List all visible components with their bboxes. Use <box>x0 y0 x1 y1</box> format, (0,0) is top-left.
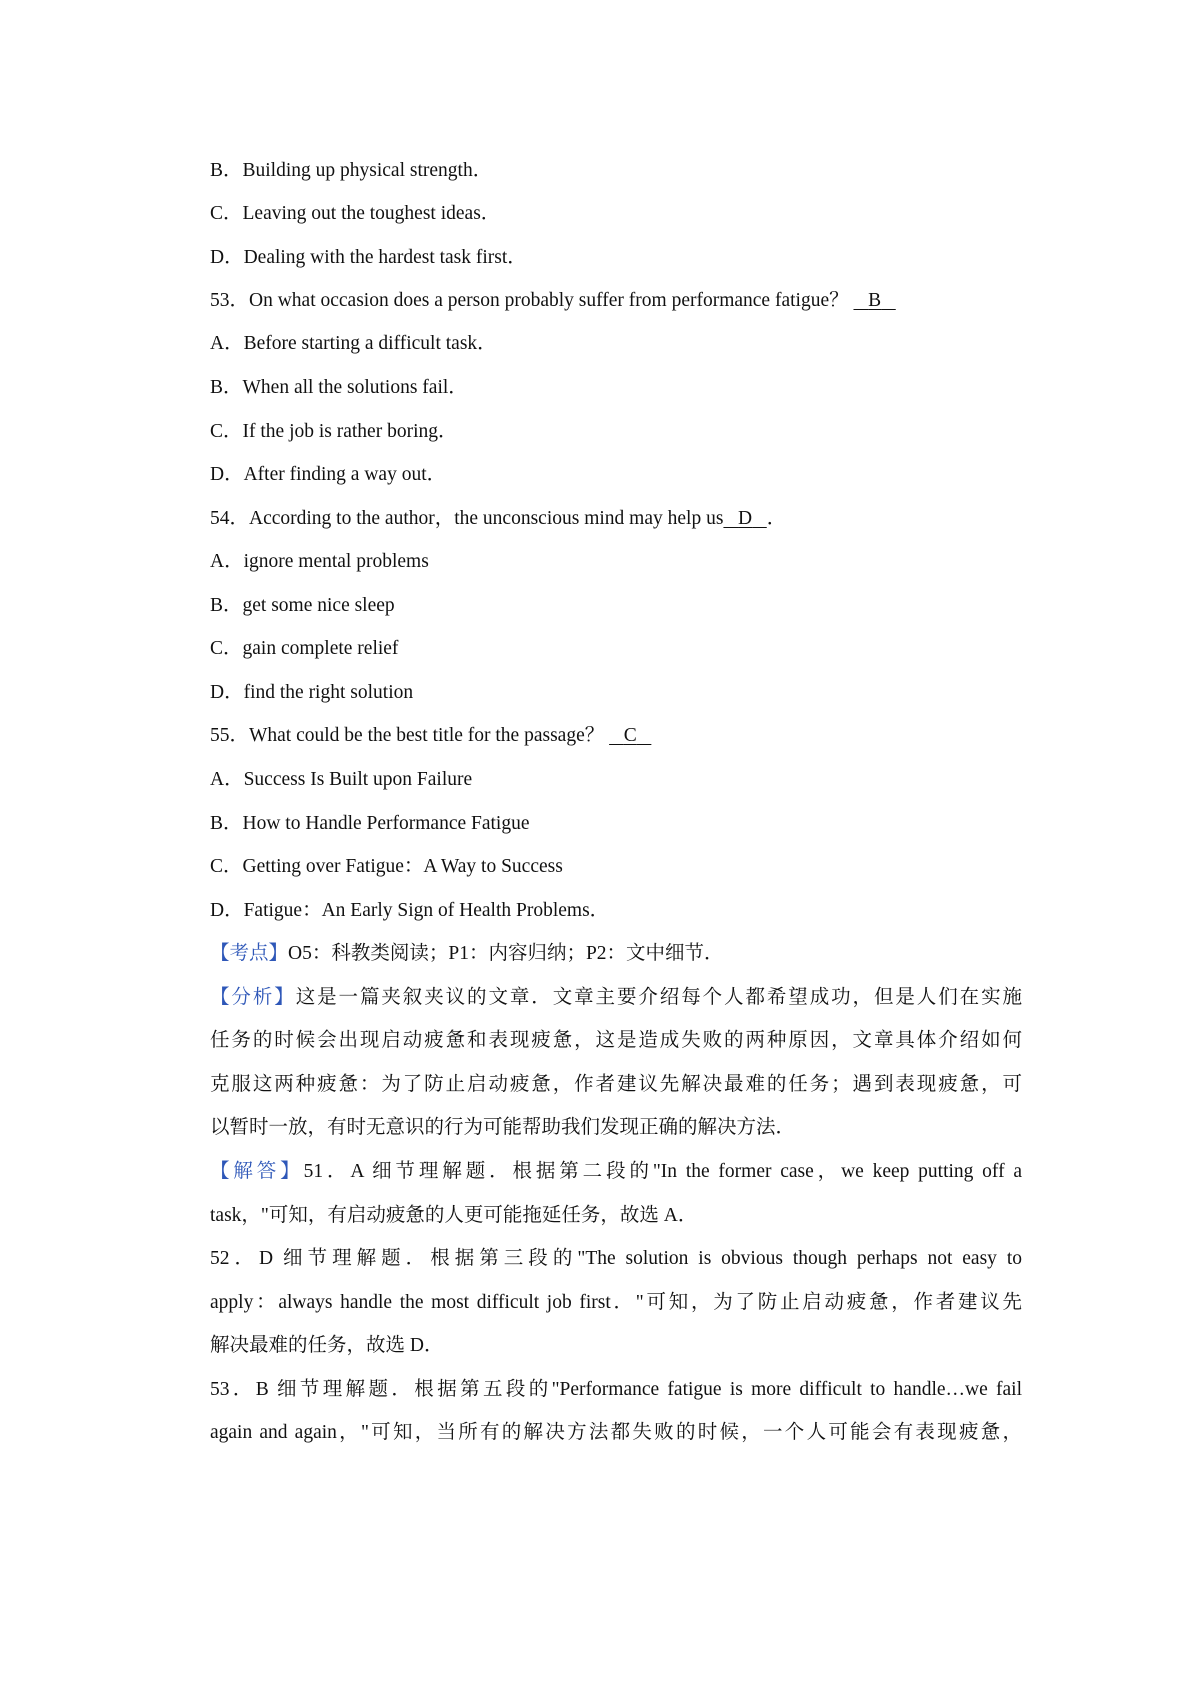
fenxi-tag: 【分析】 <box>210 987 296 1008</box>
jieda-line-1 <box>210 1158 1022 1186</box>
q55-stem-line <box>210 722 1022 750</box>
kaodian-text: O5：科教类阅读；P1：内容归纳；P2：文中细节． <box>288 943 724 964</box>
q52-option-c: C．Leaving out the toughest ideas． <box>210 203 501 224</box>
q53-option-c: C．If the job is rather boring． <box>210 421 458 442</box>
q54-answer: D <box>738 508 753 529</box>
q54-stem-end: ． <box>766 508 787 529</box>
q52-option-b: B．Building up physical strength． <box>210 160 493 181</box>
fenxi-line-2: 任务的时候会出现启动疲惫和表现疲惫，这是造成失败的两种原因，文章具体介绍如何 <box>210 1030 1022 1051</box>
q55-stem: 55．What could be the best title for the passage？ <box>210 725 605 746</box>
q53-option-d: D．After finding a way out． <box>210 464 447 485</box>
q54-stem-line <box>210 505 1022 533</box>
q55-option-d: D．Fatigue：An Early Sign of Health Problems． <box>210 900 610 921</box>
jieda-line-3: 52．D 细节理解题．根据第三段的"The solution is obvious though perhaps not easy to <box>210 1248 1022 1269</box>
kaodian-tag: 【考点】 <box>210 943 289 964</box>
fenxi-line-3: 克服这两种疲惫：为了防止启动疲惫，作者建议先解决最难的任务；遇到表现疲惫，可 <box>210 1074 1022 1095</box>
q54-answer-blank <box>723 505 766 533</box>
fenxi-line-1 <box>210 984 1022 1012</box>
jieda-line-5: 解决最难的任务，故选 D． <box>210 1335 444 1356</box>
jieda-tag: 【解答】 <box>210 1161 304 1182</box>
q54-option-b: B．get some nice sleep <box>210 595 395 616</box>
q54-option-c: C．gain complete relief <box>210 638 399 659</box>
q53-option-b: B．When all the solutions fail． <box>210 377 468 398</box>
fenxi-text-1: 这是一篇夹叙夹议的文章．文章主要介绍每个人都希望成功，但是人们在实施 <box>295 987 1022 1008</box>
q53-option-a: A．Before starting a difficult task． <box>210 333 497 354</box>
fenxi-line-4: 以暂时一放，有时无意识的行为可能帮助我们发现正确的解决方法． <box>210 1117 796 1138</box>
q54-option-a: A．ignore mental problems <box>210 551 429 572</box>
kaodian-line <box>210 940 1022 968</box>
q53-answer: B <box>868 290 882 311</box>
jieda-line-6: 53．B 细节理解题．根据第五段的"Performance fatigue is more difficult to handle…we fail <box>210 1379 1022 1400</box>
q55-answer: C <box>623 725 637 746</box>
q55-option-b: B．How to Handle Performance Fatigue <box>210 813 530 834</box>
q53-stem-line <box>210 287 1022 315</box>
q55-option-a: A．Success Is Built upon Failure <box>210 769 473 790</box>
q53-answer-blank <box>853 287 895 315</box>
q55-option-c: C．Getting over Fatigue：A Way to Success <box>210 856 563 877</box>
q52-option-d: D．Dealing with the hardest task first． <box>210 247 527 268</box>
q55-answer-blank <box>609 722 651 750</box>
jieda-line-2: task，"可知，有启动疲惫的人更可能拖延任务，故选 A． <box>210 1205 698 1226</box>
jieda-text-1: 51．A 细节理解题．根据第二段的"In the former case，we keep putting off a <box>303 1161 1022 1182</box>
q54-option-d: D．find the right solution <box>210 682 414 703</box>
jieda-line-4: apply：always handle the most difficult job first．"可知，为了防止启动疲惫，作者建议先 <box>210 1292 1022 1313</box>
q53-stem: 53．On what occasion does a person probably suffer from performance fatigue？ <box>210 290 849 311</box>
jieda-line-7: again and again，"可知，当所有的解决方法都失败的时候，一个人可能会有表现疲惫， <box>210 1422 1022 1443</box>
q54-stem: 54．According to the author，the unconscious mind may help us <box>210 508 724 529</box>
